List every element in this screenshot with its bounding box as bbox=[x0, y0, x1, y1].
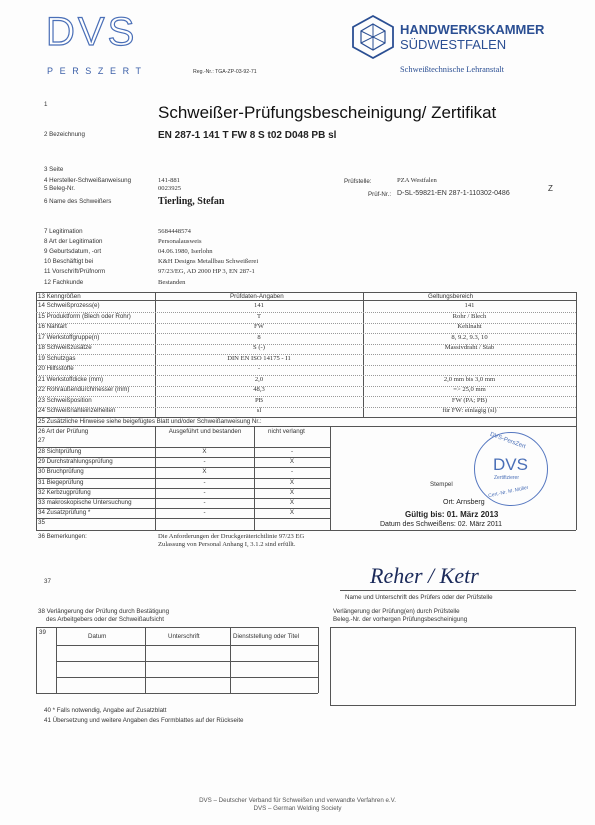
test-row-label: 35 bbox=[38, 519, 45, 527]
test-row-not: X bbox=[289, 488, 295, 496]
row-number-27: 27 bbox=[38, 437, 45, 444]
param-row-range: Kehlnaht bbox=[457, 323, 482, 330]
hwk-emblem-icon bbox=[350, 14, 396, 60]
personal-row-label: 4 Hersteller-Schweißanweisung bbox=[44, 177, 132, 184]
pruefstelle-extension-box bbox=[330, 627, 576, 706]
pruefnr-value: D-SL-59821-EN 287-1-110302-0486 bbox=[397, 190, 510, 197]
pruefnr-label: Prüf-Nr.: bbox=[368, 191, 392, 198]
param-row-data: PB bbox=[254, 396, 264, 404]
test-row-done: - bbox=[203, 499, 206, 506]
test-row-divider bbox=[36, 478, 330, 479]
signature-caption: Name und Unterschrift des Prüfers oder der Prüfstelle bbox=[345, 594, 493, 601]
stamp-dvs-text: DVS bbox=[493, 455, 528, 474]
param-row-range: Massivdraht / Stab bbox=[444, 344, 495, 351]
personal-row-value: 5684448574 bbox=[158, 228, 191, 235]
personal-row-value: 97/23/EG, AD 2000 HP 3, EN 287-1 bbox=[158, 268, 255, 275]
personal-row-label: 6 Name des Schweißers bbox=[44, 198, 112, 205]
param-row-range: Rohr / Blech bbox=[452, 312, 487, 320]
personal-row-value: 04.06.1980, Iserlohn bbox=[158, 248, 213, 255]
verlaengerung-right-line1: Verlängerung der Prüfung(en) durch Prüfstelle bbox=[333, 608, 460, 615]
bezeichnung-label: 2 Bezeichnung bbox=[44, 131, 85, 138]
verlaengerung-left-line2: des Arbeitgebers oder der Schweißaufsicht bbox=[46, 616, 164, 623]
dvs-logo: DVS bbox=[46, 10, 138, 54]
test-row-done: X bbox=[202, 468, 207, 476]
col-unterschrift: Unterschrift bbox=[168, 633, 200, 640]
hwk-subtitle: Schweißtechnische Lehranstalt bbox=[400, 65, 504, 74]
param-row-divider bbox=[36, 407, 576, 408]
personal-row-label: 12 Fachkunde bbox=[44, 279, 84, 286]
personal-row-label: 10 Beschäftigt bei bbox=[44, 258, 94, 265]
param-row-data: S (-) bbox=[253, 344, 265, 351]
welder-name: Tierling, Stefan bbox=[158, 196, 225, 207]
param-row-divider bbox=[36, 365, 576, 366]
examiner-signature: Reher / Ketr bbox=[370, 563, 479, 588]
test-row-done: - bbox=[203, 488, 206, 496]
verlaengerung-right-line2: Beleg.-Nr. der vorhergen Prüfungsbescheinigung bbox=[333, 616, 468, 623]
test-row-done: - bbox=[203, 509, 206, 517]
personal-row-value: Personalausweis bbox=[158, 238, 202, 245]
param-row-divider bbox=[36, 312, 576, 313]
col-dienststellung: Dienststellung oder Titel bbox=[233, 633, 300, 640]
bemerkungen-line2: Zulassung von Personal Anhang I, 3.1.2 sind erfüllt. bbox=[158, 541, 296, 548]
test-row-label: 30 Bruchprüfung bbox=[38, 468, 84, 476]
personal-row-label: 8 Art der Legitimation bbox=[44, 238, 103, 245]
nicht-verlangt-header: nicht verlangt bbox=[268, 428, 305, 435]
param-row-label: 21 Werkstoffdicke (mm) bbox=[38, 375, 104, 383]
test-row-label: 29 Durchstrahlungsprüfung bbox=[38, 458, 113, 466]
param-row-divider bbox=[36, 333, 576, 334]
param-row-data: - bbox=[257, 365, 261, 372]
param-row-divider bbox=[36, 354, 576, 355]
personal-row-value: 0023925 bbox=[158, 185, 182, 192]
footer-line2: DVS – German Welding Society bbox=[253, 805, 342, 812]
dvs-perszert-stamp bbox=[474, 432, 548, 506]
param-row-label: 23 Schweißposition bbox=[38, 396, 92, 404]
param-row-data: sl bbox=[256, 407, 262, 414]
param-row-divider bbox=[36, 323, 576, 324]
stamp-bottom-text: Cert.-Nr. M. Müller bbox=[487, 484, 530, 500]
perszert-wordmark: PERSZERT bbox=[47, 66, 148, 76]
verlaengerung-left-line1: 38 Verlängerung der Prüfung durch Bestätigung bbox=[38, 608, 170, 615]
bezeichnung-value: EN 287-1 141 T FW 8 S t02 D048 PB sl bbox=[158, 130, 337, 141]
row-number-1: 1 bbox=[44, 101, 48, 108]
param-row-label: 16 Nahtart bbox=[38, 323, 67, 330]
pruefdaten-header: Prüfdaten-Angaben bbox=[230, 293, 284, 300]
stempel-label: Stempel bbox=[430, 481, 453, 488]
test-row-not: X bbox=[289, 499, 295, 506]
param-row-label: 24 Schweißnahteinzelheiten bbox=[38, 407, 116, 414]
test-row-label: 33 makroskopische Untersuchung bbox=[38, 499, 132, 506]
col-datum: Datum bbox=[88, 633, 107, 640]
test-row-not: - bbox=[290, 448, 294, 455]
param-row-data: 141 bbox=[254, 302, 264, 309]
bemerkungen-line1: Die Anforderungen der Druckgeräterichtlinie 97/23 EG bbox=[158, 533, 305, 540]
registration-number: Reg.-Nr.: TGA-ZP-03-92-71 bbox=[193, 69, 257, 75]
personal-row-value: Bestanden bbox=[158, 279, 186, 286]
test-row-done: - bbox=[203, 478, 206, 486]
personal-row-label: 7 Legitimation bbox=[44, 228, 83, 235]
test-row-label: 34 Zusatzprüfung * bbox=[38, 509, 91, 517]
personal-row-label: 11 Vorschrift/Prüfnorm bbox=[44, 268, 106, 275]
personal-row-label: 5 Beleg-Nr. bbox=[44, 185, 75, 192]
param-row-label: 17 Werkstoffgruppe(n) bbox=[38, 333, 100, 341]
pruefstelle-label: Prüfstelle: bbox=[344, 178, 372, 185]
personal-row-label: 3 Seite bbox=[44, 166, 64, 173]
row-number-39: 39 bbox=[39, 629, 46, 636]
test-row-label: 31 Biegeprüfung bbox=[38, 478, 84, 486]
test-row-divider bbox=[36, 447, 330, 448]
test-row-not: X bbox=[289, 509, 295, 517]
pruefstelle-value: PZA Westfalen bbox=[397, 177, 437, 184]
param-row-data: FW bbox=[254, 323, 264, 330]
document-title: Schweißer-Prüfungsbescheinigung/ Zertifikat bbox=[158, 103, 497, 122]
test-row-divider bbox=[36, 518, 330, 519]
note-41: 41 Übersetzung und weitere Angaben des Formblattes auf der Rückseite bbox=[44, 717, 244, 724]
ort-value: Ort: Arnsberg bbox=[443, 499, 485, 506]
kenngroessen-header: 13 Kenngrößen bbox=[38, 293, 81, 300]
test-row-divider bbox=[36, 498, 330, 499]
hwk-name-line2: SÜDWESTFALEN bbox=[400, 37, 507, 52]
param-row-data: T bbox=[256, 312, 262, 320]
test-row-done: X bbox=[202, 448, 207, 455]
param-row-divider bbox=[36, 396, 576, 397]
test-row-divider bbox=[36, 467, 330, 468]
test-row-label: 28 Sichtprüfung bbox=[38, 448, 82, 455]
personal-row-value: 141-881 bbox=[158, 177, 180, 184]
test-row-not: - bbox=[290, 468, 294, 476]
param-row-label: 22 Rohraußendurchmesser (mm) bbox=[38, 386, 130, 393]
param-row-label: 15 Produktform (Blech oder Rohr) bbox=[38, 312, 131, 320]
param-row-range: => 25,0 mm bbox=[453, 386, 486, 393]
hwk-name-line1: HANDWERKSKAMMER bbox=[400, 22, 545, 37]
ausgefuehrt-header: Ausgeführt und bestanden bbox=[168, 428, 242, 435]
param-row-range: für FW: einlagig (sl) bbox=[442, 407, 497, 414]
personal-row-label: 9 Geburtsdatum, -ort bbox=[44, 248, 102, 255]
test-row-divider bbox=[36, 457, 330, 458]
param-row-divider bbox=[36, 375, 576, 376]
note-40: 40 * Falls notwendig, Angabe auf Zusatzblatt bbox=[44, 707, 167, 714]
test-row-divider bbox=[36, 488, 330, 489]
param-row-range: 8, 9.2, 9.3, 10 bbox=[451, 333, 488, 341]
param-row-data: 2,0 bbox=[254, 375, 264, 383]
param-row-label: 14 Schweißprozess(e) bbox=[38, 302, 100, 309]
footer-line1: DVS – Deutscher Verband für Schweißen und verwandte Verfahren e.V. bbox=[199, 797, 396, 804]
stamp-top-text: DVS-PersZert bbox=[489, 431, 527, 451]
row-number-37: 37 bbox=[44, 578, 51, 585]
param-row-data: 48,3 bbox=[253, 386, 265, 393]
param-row-range: 141 bbox=[464, 302, 475, 309]
stamp-sub-text: Zertifizierer bbox=[494, 475, 520, 481]
param-row-label: 18 Schweißzusätze bbox=[38, 344, 92, 351]
pruefnr-mark: Z bbox=[548, 184, 553, 193]
test-row-not: X bbox=[289, 478, 295, 486]
param-row-data: 8 bbox=[257, 333, 261, 341]
art-der-pruefung-header: 26 Art der Prüfung bbox=[38, 428, 89, 435]
param-row-label: 19 Schutzgas bbox=[38, 354, 76, 362]
param-row-range: 2,0 mm bis 3,0 mm bbox=[443, 375, 496, 383]
test-row-divider bbox=[36, 508, 330, 509]
param-row-data: DIN EN ISO 14175 - I1 bbox=[227, 354, 291, 362]
param-row-divider bbox=[36, 344, 576, 345]
zusaetzliche-hinweise: 25 Zusätzliche Hinweise siehe beigefügtes Blatt und/oder Schweißanweisung Nr.: bbox=[38, 418, 262, 425]
param-row-label: 20 Hilfsstoffe bbox=[38, 365, 74, 372]
param-row-range: FW (PA; PB) bbox=[451, 396, 488, 404]
datum-schweissen-value: Datum des Schweißens: 02. März 2011 bbox=[380, 521, 503, 528]
test-row-not: X bbox=[289, 458, 295, 466]
test-row-done: - bbox=[203, 458, 206, 466]
bemerkungen-label: 36 Bemerkungen: bbox=[38, 533, 87, 540]
geltung-header: Geltungsbereich bbox=[428, 293, 474, 300]
personal-row-value: K&H Designs Metallbau Schweißerei bbox=[158, 258, 259, 265]
test-row-label: 32 Kerbzugprüfung bbox=[38, 488, 91, 496]
gueltig-bis-value: Gültig bis: 01. März 2013 bbox=[405, 510, 499, 519]
param-row-divider bbox=[36, 386, 576, 387]
